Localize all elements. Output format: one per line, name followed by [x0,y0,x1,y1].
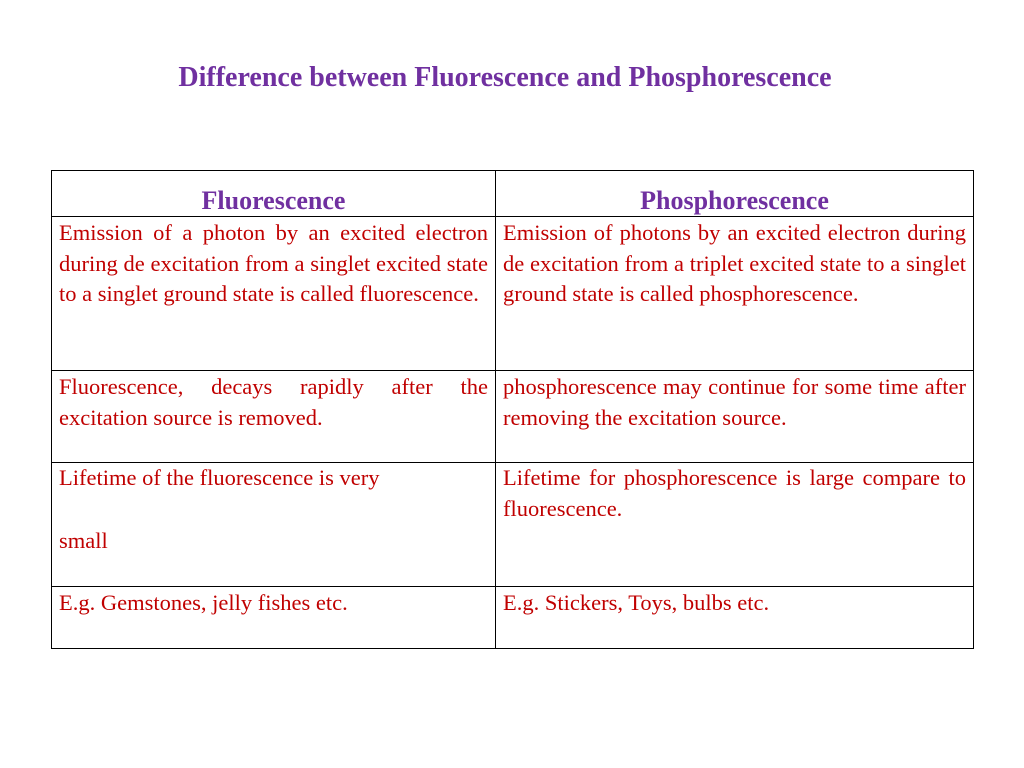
cell-phosphorescence-lifetime: Lifetime for phosphorescence is large compare to fluorescence. [496,463,974,587]
cell-phosphorescence-definition: Emission of photons by an excited electron during de excitation from a triplet excited state to a singlet ground state is called phosphorescence. [496,217,974,371]
cell-fluorescence-decay: Fluorescence, decays rapidly after the excitation source is removed. [52,371,496,463]
table-row-decay [52,371,974,463]
lifetime-tail-word: small [59,527,108,553]
header-phosphorescence: Phosphorescence [496,171,974,217]
page-title: Difference between Fluorescence and Phosphorescence [178,62,832,93]
cell-fluorescence-definition: Emission of a photon by an excited electron during de excitation from a singlet excited state to a singlet ground state is called fluorescence. [52,217,496,371]
cell-fluorescence-lifetime [52,463,496,587]
lifetime-text: Lifetime of the fluorescence is very [59,465,380,490]
header-fluorescence: Fluorescence [52,171,496,217]
comparison-table [51,170,974,649]
table-row-examples [52,587,974,649]
cell-phosphorescence-examples: E.g. Stickers, Toys, bulbs etc. [496,587,974,649]
table-header-row [52,171,974,217]
table-row-lifetime [52,463,974,587]
cell-phosphorescence-decay: phosphorescence may continue for some time after removing the excitation source. [496,371,974,463]
cell-fluorescence-examples: E.g. Gemstones, jelly fishes etc. [52,587,496,649]
table-row-definition [52,217,974,371]
